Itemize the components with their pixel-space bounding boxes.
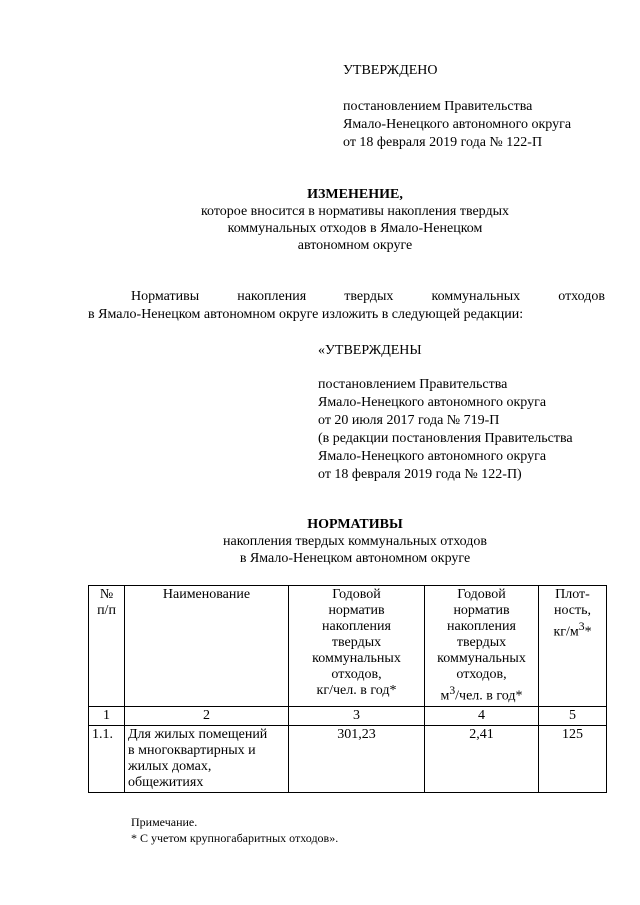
paragraph-word-4: коммунальных: [431, 289, 521, 304]
header-annual-m3-line: накопления: [447, 619, 516, 634]
norms-line-1: накопления твердых коммунальных отходов: [223, 534, 487, 549]
header-annual-kg-line: Годовой: [332, 587, 381, 602]
row-name-line: общежитиях: [128, 775, 204, 790]
header-density-unit: [542, 619, 603, 641]
unit-prefix: м: [440, 688, 450, 704]
row-num: 1.1.: [89, 726, 125, 793]
header-annual-m3-line: отходов,: [456, 667, 507, 682]
header-annual-m3-line: твердых: [456, 635, 507, 650]
column-number: 1: [89, 707, 125, 726]
row-name-line: в многоквартирных и: [128, 743, 256, 758]
change-heading: ИЗМЕНЕНИЕ,: [307, 187, 403, 202]
header-annual-kg-line: норматив: [328, 603, 385, 618]
paragraph-line-2: в Ямало-Ненецком автономном округе изложить в следующей редакции:: [88, 307, 524, 322]
column-number: 3: [289, 707, 425, 726]
row-name: [125, 726, 289, 793]
row-annual-kg: 301,23: [289, 726, 425, 793]
header-annual-m3: [425, 586, 539, 707]
approved-line-5: Ямало-Ненецкого автономного округа: [318, 449, 547, 464]
header-annual-kg-line: коммунальных: [312, 651, 401, 666]
unit-sup: 3: [578, 620, 585, 633]
norms-heading: НОРМАТИВЫ: [307, 517, 403, 532]
approved-line-1: постановлением Правительства: [318, 377, 508, 392]
header-annual-m3-line: Годовой: [457, 587, 506, 602]
norms-line-2: в Ямало-Ненецком автономном округе: [239, 551, 471, 566]
column-number: 4: [425, 707, 539, 726]
approved-line-4: (в редакции постановления Правительства: [318, 431, 573, 446]
header-num: [89, 586, 125, 707]
header-annual-m3-line: норматив: [453, 603, 510, 618]
row-density: 125: [539, 726, 607, 793]
paragraph-word-1: Нормативы: [131, 289, 200, 304]
approved-line-3: от 20 июля 2017 года № 719-П: [318, 413, 500, 428]
column-number: 5: [539, 707, 607, 726]
header-num-line: №: [99, 587, 114, 602]
header-name: Наименование: [125, 586, 289, 707]
change-line-1: которое вносится в нормативы накопления твердых: [200, 204, 510, 219]
paragraph-word-3: твердых: [344, 289, 394, 304]
header-annual-kg-line: твердых: [331, 635, 382, 650]
approved-line-2: Ямало-Ненецкого автономного округа: [318, 395, 547, 410]
header-density: [539, 586, 607, 707]
table-row: [89, 726, 607, 793]
header-density-line: ность,: [553, 603, 592, 618]
column-number-row: [89, 707, 607, 726]
header-density-line: Плот-: [555, 587, 590, 602]
approved-title: «УТВЕРЖДЕНЫ: [318, 343, 422, 358]
change-line-2: коммунальных отходов в Ямало-Ненецком: [227, 221, 483, 236]
approved-line-6: от 18 февраля 2019 года № 122-П): [318, 467, 522, 482]
approval-line-3: от 18 февраля 2019 года № 122-П: [343, 135, 543, 150]
unit-sup: 3: [449, 684, 456, 697]
header-annual-kg-line: кг/чел. в год*: [316, 683, 397, 698]
header-annual-kg: [289, 586, 425, 707]
column-number: 2: [125, 707, 289, 726]
approval-line-2: Ямало-Ненецкого автономного округа: [343, 117, 572, 132]
paragraph-word-5: отходов: [558, 289, 605, 304]
header-num-line: п/п: [97, 603, 116, 618]
paragraph-line-1: [131, 288, 605, 305]
row-annual-m3: 2,41: [425, 726, 539, 793]
header-annual-kg-line: накопления: [322, 619, 391, 634]
table-header-row: [89, 586, 607, 707]
note-label: Примечание.: [131, 815, 198, 829]
paragraph-word-2: накопления: [237, 289, 307, 304]
header-annual-m3-line: коммунальных: [437, 651, 526, 666]
unit-suffix: /чел. в год*: [455, 688, 523, 704]
norms-table: [88, 585, 607, 793]
unit-prefix: кг/м: [553, 624, 579, 640]
note-text: * С учетом крупногабаритных отходов».: [131, 831, 339, 845]
header-annual-kg-line: отходов,: [331, 667, 382, 682]
row-name-line: жилых домах,: [128, 759, 212, 774]
row-name-line: Для жилых помещений: [128, 727, 268, 742]
unit-suffix: *: [584, 624, 592, 640]
header-annual-m3-unit: [428, 683, 535, 705]
change-line-3: автономном округе: [297, 238, 413, 253]
approval-title: УТВЕРЖДЕНО: [343, 63, 438, 78]
approval-line-1: постановлением Правительства: [343, 99, 533, 114]
